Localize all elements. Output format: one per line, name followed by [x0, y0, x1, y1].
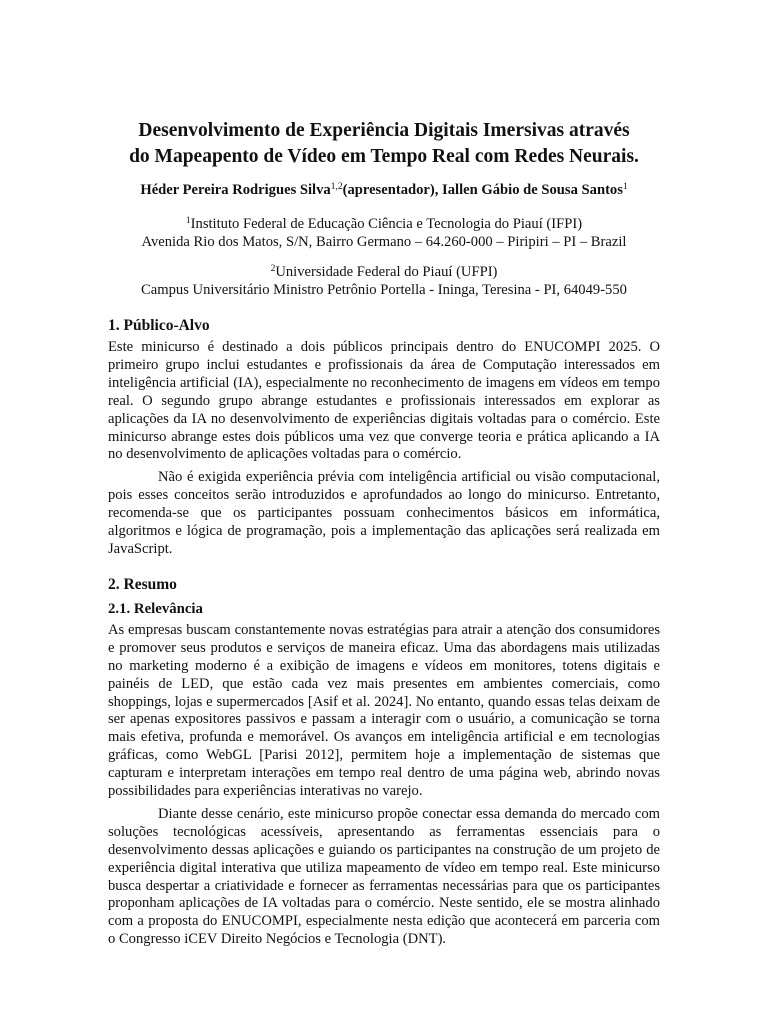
affiliation-mark: 2 [270, 264, 276, 274]
affiliation-name: Instituto Federal de Educação Ciência e Tecnologia do Piauí (IFPI) [190, 216, 583, 232]
paragraph: Não é exigida experiência prévia com inteligência artificial ou visão computacional, pois esses conceitos serão introduzidos e aprofundados ao longo do minicurso. Entretanto, recomenda-se que os participantes possuam conhecimentos básicos em informática, algoritmos e lógica de programação, pois a implementação das aplicações será realizada em JavaScript. [108, 469, 660, 557]
section-heading-publico-alvo: 1. Público-Alvo [108, 317, 210, 334]
paragraph: Diante desse cenário, este minicurso propõe conectar essa demanda do mercado com soluções tecnológicas acessíveis, apresentando as ferramentas essenciais para o desenvolvimento dessas aplicações e guiando os participantes na construção de um projeto de experiência digital interativa que utiliza mapeamento de vídeo em tempo real. Este minicurso busca despertar a criatividade e fornecer as ferramentas necessárias para que os participantes proponham aplicações de IA voltadas para o comércio. Neste sentido, ele se mostra alinhado com a proposta do ENUCOMPI, especialmente nesta edição que acontecerá em parceria com o Congresso iCEV Direito Negócios e Tecnologia (DNT). [108, 805, 660, 948]
paper-page [108, 118, 660, 949]
affiliation-mark: 1 [185, 216, 191, 226]
affiliation-block [108, 263, 660, 299]
subsection-heading-relevancia: 2.1. Relevância [108, 600, 203, 617]
affiliation-name: Universidade Federal do Piauí (UFPI) [275, 264, 498, 280]
paragraph: As empresas buscam constantemente novas estratégias para atrair a atenção dos consumidores e promover seus produtos e serviços de maneira eficaz. Uma das abordagens mais utilizadas no marketing moderno é a exibição de imagens e vídeos em monitores, totens digitais e painéis de LED, que estão cada vez mais presentes em ambientes comerciais, como shoppings, lojas e supermercados [Asif et al. 2024]. No entanto, quando essas telas deixam de ser apenas expositores passivos e passam a interagir com o usuário, a comunicação se torna mais efetiva, profunda e memorável. Os avanços em inteligência artificial e em tecnologias gráficas, como WebGL [Parisi 2012], permitem hoje a implementação de sistemas que capturam e interpretam interações em tempo real dentro de uma página web, abrindo novas possibilidades para experiências interativas no varejo. [108, 621, 660, 800]
author-name: Héder Pereira Rodrigues Silva [140, 182, 331, 198]
affiliation-block [108, 215, 660, 251]
title-line-1: Desenvolvimento de Experiência Digitais Imersivas através [138, 120, 630, 141]
affiliation-address: Campus Universitário Ministro Petrônio Portella - Ininga, Teresina - PI, 64049-550 [141, 282, 627, 298]
author-affiliation-mark: 1 [622, 182, 628, 192]
paragraph: Este minicurso é destinado a dois públicos principais dentro do ENUCOMPI 2025. O primeiro grupo inclui estudantes e profissionais da área de Computação interessados em inteligência artificial (IA), especialmente no reconhecimento de imagens em vídeos em tempo real. O segundo grupo abrange estudantes e profissionais interessados em explorar as aplicações da IA no desenvolvimento de experiências digitais voltadas para o comércio. Este minicurso abrange estes dois públicos uma vez que converge teoria e prática aplicando a IA no desenvolvimento de aplicações voltadas para o comércio. [108, 339, 660, 463]
section-heading-resumo: 2. Resumo [108, 575, 177, 593]
author-affiliation-mark: 1,2 [330, 182, 343, 192]
author-role: (apresentador), [342, 182, 443, 198]
title-line-2: do Mapeapento de Vídeo em Tempo Real com Redes Neurais. [129, 146, 639, 167]
author-name: Iallen Gábio de Sousa Santos [442, 182, 623, 198]
paper-title [108, 118, 660, 170]
author-list [108, 181, 660, 199]
affiliation-address: Avenida Rio dos Matos, S/N, Bairro Germano – 64.260-000 – Piripiri – PI – Brazil [141, 234, 627, 250]
